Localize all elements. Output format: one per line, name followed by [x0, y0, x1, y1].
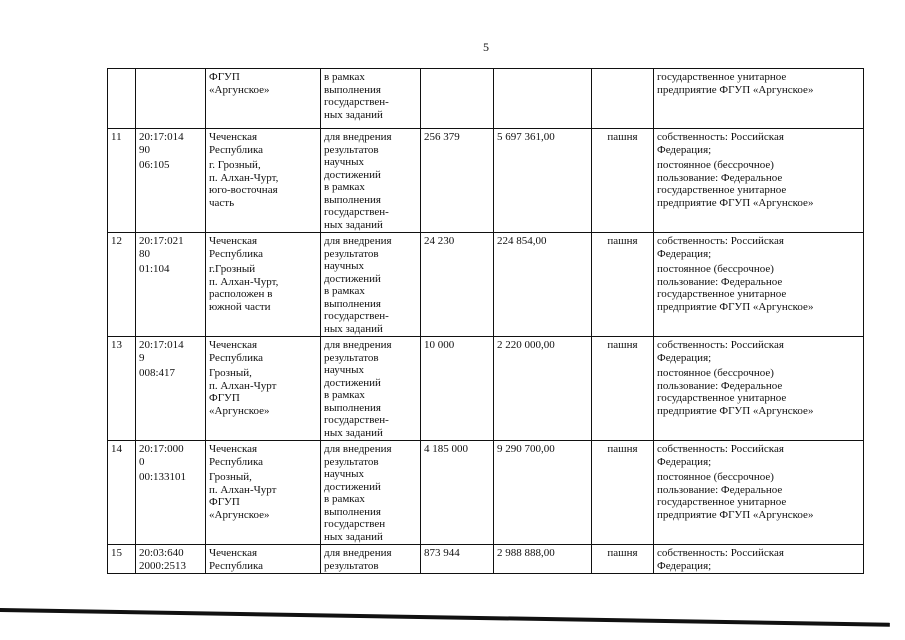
location-cell-line: «Аргунское»	[209, 404, 270, 417]
rights-cell	[654, 69, 864, 129]
rights-cell-line: государственное унитарное	[657, 71, 787, 83]
rights-cell-line: государственное унитарное	[657, 288, 787, 300]
location-cell-line: г.Грозный	[209, 263, 256, 275]
purpose-cell	[321, 337, 421, 441]
location-cell-line: «Аргунское»	[209, 83, 270, 96]
rights-cell	[654, 441, 864, 545]
location-cell	[206, 337, 321, 441]
cadastral-number-cell-line: 00:133101	[139, 471, 187, 483]
rights-cell-line: постоянное (бессрочное)	[657, 367, 774, 379]
purpose-cell-line: государствен-	[324, 206, 389, 218]
purpose-cell-line: государствен-	[324, 414, 389, 426]
rights-cell-line: предприятие ФГУП «Аргунское»	[657, 83, 814, 96]
cadastral-number-cell	[136, 129, 206, 233]
purpose-cell	[321, 69, 421, 129]
cadastral-number-cell-line: 80	[139, 247, 150, 260]
location-cell-line: Грозный,	[209, 471, 252, 483]
location-cell-line: юго-восточная	[209, 184, 278, 196]
location-cell-line: п. Алхан-Чурт,	[209, 275, 279, 288]
location-cell-line: расположен в	[209, 288, 273, 300]
area-cell: 10 000	[421, 337, 494, 441]
rights-cell-line: пользование: Федеральное	[657, 171, 783, 184]
cadastral-number-cell-line: 008:417	[139, 367, 176, 379]
rights-cell-line: Федерация;	[657, 247, 712, 260]
cadastral-number-cell	[136, 233, 206, 337]
cadastral-number-cell	[136, 441, 206, 545]
location-cell	[206, 129, 321, 233]
rights-cell-line: Федерация;	[657, 559, 712, 572]
cadastral-number-cell-line: 20:17:014	[139, 131, 184, 143]
purpose-cell-line: выполнения	[324, 401, 381, 414]
purpose-cell-line: государствен-	[324, 96, 389, 108]
purpose-cell-line: выполнения	[324, 83, 381, 96]
rights-cell-line: Федерация;	[657, 455, 712, 468]
purpose-cell-line: результатов	[324, 559, 379, 572]
purpose-cell-line: результатов	[324, 143, 379, 156]
rights-cell	[654, 337, 864, 441]
row-number-cell	[108, 69, 136, 129]
page-number: 5	[483, 40, 489, 54]
rights-cell-line: постоянное (бессрочное)	[657, 159, 774, 171]
land-type-cell: пашня	[592, 441, 654, 545]
purpose-cell	[321, 441, 421, 545]
row-number-cell: 12	[108, 233, 136, 337]
location-cell-line: ФГУП	[209, 392, 240, 404]
location-cell-line: Республика	[209, 143, 264, 156]
purpose-cell-line: ных заданий	[324, 322, 383, 335]
purpose-cell	[321, 233, 421, 337]
land-type-cell	[592, 69, 654, 129]
rights-cell-line: предприятие ФГУП «Аргунское»	[657, 508, 814, 521]
rights-cell	[654, 545, 864, 574]
area-cell: 256 379	[421, 129, 494, 233]
location-cell-line: Республика	[209, 455, 264, 468]
land-type-cell: пашня	[592, 233, 654, 337]
cadastral-number-cell-line: 20:03:640	[139, 547, 184, 559]
cadastral-value-cell: 2 220 000,00	[494, 337, 592, 441]
purpose-cell-line: для внедрения	[324, 131, 392, 143]
cadastral-number-cell-line: 9	[139, 351, 145, 364]
location-cell	[206, 441, 321, 545]
purpose-cell-line: выполнения	[324, 505, 381, 518]
purpose-cell-line: для внедрения	[324, 235, 392, 247]
area-cell: 24 230	[421, 233, 494, 337]
purpose-cell-line: достижений	[324, 272, 381, 285]
purpose-cell-line: в рамках	[324, 285, 365, 297]
cadastral-value-cell	[494, 69, 592, 129]
location-cell-line: южной части	[209, 300, 271, 313]
purpose-cell-line: ных заданий	[324, 218, 383, 231]
cadastral-number-cell-line: 2000:2513	[139, 559, 187, 572]
rights-cell-line: предприятие ФГУП «Аргунское»	[657, 404, 814, 417]
area-cell	[421, 69, 494, 129]
location-cell-line: г. Грозный,	[209, 159, 261, 171]
cadastral-number-cell-line: 01:104	[139, 263, 170, 275]
purpose-cell-line: научных	[324, 156, 365, 168]
location-cell	[206, 233, 321, 337]
cadastral-number-cell-line: 20:17:021	[139, 235, 184, 247]
rights-cell-line: государственное унитарное	[657, 496, 787, 508]
location-cell-line: «Аргунское»	[209, 508, 270, 521]
cadastral-number-cell-line: 06:105	[139, 159, 170, 171]
location-cell-line: п. Алхан-Чурт,	[209, 171, 279, 184]
purpose-cell-line: результатов	[324, 351, 379, 364]
purpose-cell-line: ных заданий	[324, 108, 383, 121]
table-row	[108, 129, 864, 233]
purpose-cell-line: государствен-	[324, 310, 389, 322]
rights-cell-line: пользование: Федеральное	[657, 483, 783, 496]
purpose-cell-line: достижений	[324, 480, 381, 493]
land-type-cell: пашня	[592, 337, 654, 441]
area-cell: 4 185 000	[421, 441, 494, 545]
purpose-cell-line: в рамках	[324, 181, 365, 193]
rights-cell-line: Федерация;	[657, 143, 712, 156]
cadastral-number-cell-line: 90	[139, 143, 150, 156]
rights-cell-line: предприятие ФГУП «Аргунское»	[657, 196, 814, 209]
cadastral-value-cell: 2 988 888,00	[494, 545, 592, 574]
cadastral-number-cell	[136, 545, 206, 574]
land-type-cell: пашня	[592, 129, 654, 233]
scan-edge-bar	[0, 608, 890, 627]
location-cell-line: Чеченская	[209, 547, 258, 559]
purpose-cell-line: достижений	[324, 376, 381, 389]
rights-cell-line: собственность: Российская	[657, 235, 784, 247]
purpose-cell-line: в рамках	[324, 71, 365, 83]
cadastral-number-cell-line: 20:17:000	[139, 443, 184, 455]
location-cell	[206, 69, 321, 129]
purpose-cell-line: научных	[324, 260, 365, 272]
table-row	[108, 441, 864, 545]
rights-cell-line: постоянное (бессрочное)	[657, 263, 774, 275]
location-cell-line: Чеченская	[209, 339, 258, 351]
purpose-cell-line: для внедрения	[324, 339, 392, 351]
cadastral-number-cell	[136, 69, 206, 129]
rights-cell-line: пользование: Федеральное	[657, 379, 783, 392]
location-cell-line: Республика	[209, 247, 264, 260]
rights-cell-line: собственность: Российская	[657, 443, 784, 455]
purpose-cell	[321, 545, 421, 574]
location-cell-line: часть	[209, 196, 235, 209]
cadastral-value-cell: 9 290 700,00	[494, 441, 592, 545]
location-cell-line: Чеченская	[209, 443, 258, 455]
location-cell-line: п. Алхан-Чурт	[209, 483, 277, 496]
cadastral-number-cell-line: 0	[139, 455, 145, 468]
rights-cell	[654, 129, 864, 233]
purpose-cell-line: в рамках	[324, 389, 365, 401]
rights-cell-line: предприятие ФГУП «Аргунское»	[657, 300, 814, 313]
location-cell-line: п. Алхан-Чурт	[209, 379, 277, 392]
rights-cell	[654, 233, 864, 337]
row-number-cell: 15	[108, 545, 136, 574]
land-registry-table	[107, 68, 864, 574]
cadastral-value-cell: 224 854,00	[494, 233, 592, 337]
row-number-cell: 11	[108, 129, 136, 233]
purpose-cell	[321, 129, 421, 233]
cadastral-number-cell-line: 20:17:014	[139, 339, 184, 351]
purpose-cell-line: результатов	[324, 247, 379, 260]
location-cell-line: Чеченская	[209, 131, 258, 143]
rights-cell-line: государственное унитарное	[657, 184, 787, 196]
location-cell-line: Республика	[209, 559, 264, 572]
purpose-cell-line: научных	[324, 468, 365, 480]
table-row	[108, 337, 864, 441]
cadastral-value-cell: 5 697 361,00	[494, 129, 592, 233]
location-cell-line: ФГУП	[209, 71, 240, 83]
location-cell-line: ФГУП	[209, 496, 240, 508]
table-body	[108, 69, 864, 574]
land-type-cell: пашня	[592, 545, 654, 574]
table-row	[108, 233, 864, 337]
purpose-cell-line: для внедрения	[324, 547, 392, 559]
rights-cell-line: собственность: Российская	[657, 339, 784, 351]
rights-cell-line: пользование: Федеральное	[657, 275, 783, 288]
rights-cell-line: Федерация;	[657, 351, 712, 364]
location-cell	[206, 545, 321, 574]
rights-cell-line: собственность: Российская	[657, 131, 784, 143]
purpose-cell-line: ных заданий	[324, 426, 383, 439]
purpose-cell-line: в рамках	[324, 493, 365, 505]
area-cell: 873 944	[421, 545, 494, 574]
purpose-cell-line: выполнения	[324, 193, 381, 206]
table-row	[108, 69, 864, 129]
rights-cell-line: собственность: Российская	[657, 547, 784, 559]
purpose-cell-line: достижений	[324, 168, 381, 181]
row-number-cell: 13	[108, 337, 136, 441]
purpose-cell-line: выполнения	[324, 297, 381, 310]
rights-cell-line: постоянное (бессрочное)	[657, 471, 774, 483]
purpose-cell-line: для внедрения	[324, 443, 392, 455]
purpose-cell-line: результатов	[324, 455, 379, 468]
purpose-cell-line: ных заданий	[324, 530, 383, 543]
purpose-cell-line: научных	[324, 364, 365, 376]
rights-cell-line: государственное унитарное	[657, 392, 787, 404]
row-number-cell: 14	[108, 441, 136, 545]
table-row	[108, 545, 864, 574]
purpose-cell-line: государствен	[324, 518, 386, 530]
location-cell-line: Чеченская	[209, 235, 258, 247]
cadastral-number-cell	[136, 337, 206, 441]
location-cell-line: Грозный,	[209, 367, 252, 379]
location-cell-line: Республика	[209, 351, 264, 364]
